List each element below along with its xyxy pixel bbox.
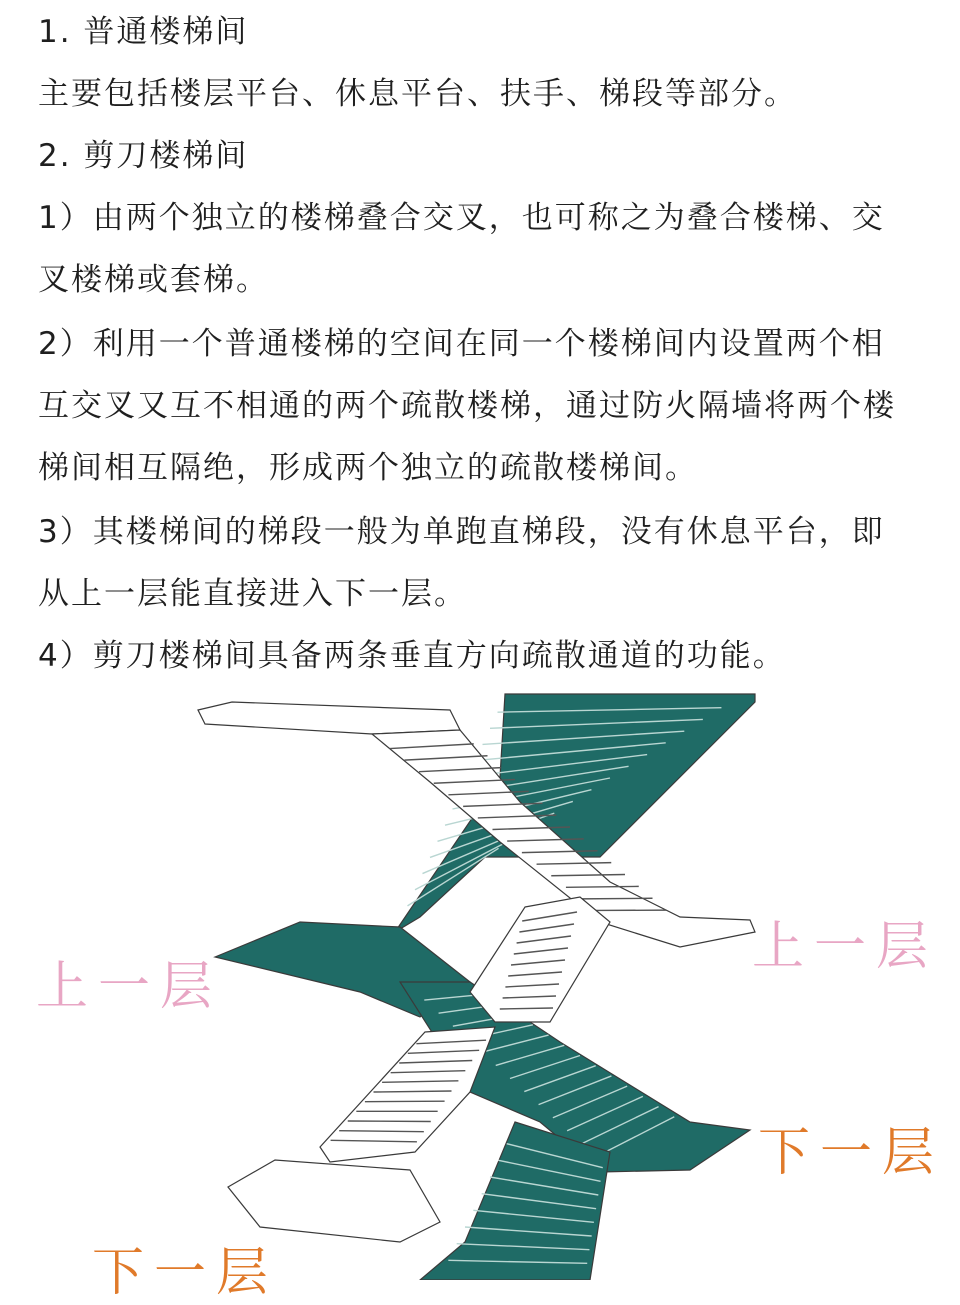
floor-label-lower-right: 下一层 [758,1110,944,1185]
paragraph-line: 2）利用一个普通楼梯的空间在同一个楼梯间内设置两个相 [38,324,885,364]
stair-step-edge [374,1091,452,1092]
heading-ordinary-stairwell: 1. 普通楼梯间 [38,12,248,52]
paragraph-line: 1）由两个独立的楼梯叠合交叉，也可称之为叠合楼梯、交 [38,198,885,238]
heading-scissor-stairwell: 2. 剪刀楼梯间 [38,136,248,176]
paragraph-line: 互交叉又互不相通的两个疏散楼梯，通过防火隔墙将两个楼 [38,386,896,426]
scissor-stair-illustration [0,682,960,1280]
paragraph-line: 叉楼梯或套梯。 [38,260,269,300]
stair-step-edge [339,1131,424,1132]
stair-step-edge [581,898,653,899]
floor-label-upper-right: 上一层 [752,904,938,979]
floor-label-lower-left: 下一层 [92,1230,278,1305]
white-landing-top [198,702,460,734]
stair-step-edge [348,1121,431,1122]
stair-step-edge [365,1101,445,1102]
paragraph-line: 主要包括楼层平台、休息平台、扶手、梯段等部分。 [38,74,797,114]
paragraph-line: 3）其楼梯间的梯段一般为单跑直梯段，没有休息平台，即 [38,512,885,552]
white-flight-middle [470,897,610,1022]
paragraph-line: 梯间相互隔绝，形成两个独立的疏散楼梯间。 [38,448,698,488]
floor-label-upper-left: 上一层 [36,944,222,1019]
paragraph-line: 4）剪刀楼梯间具备两条垂直方向疏散通道的功能。 [38,636,786,676]
stair-step-edge [500,1008,553,1009]
stair-step-edge [566,886,639,887]
paragraph-line: 从上一层能直接进入下一层。 [38,574,467,614]
